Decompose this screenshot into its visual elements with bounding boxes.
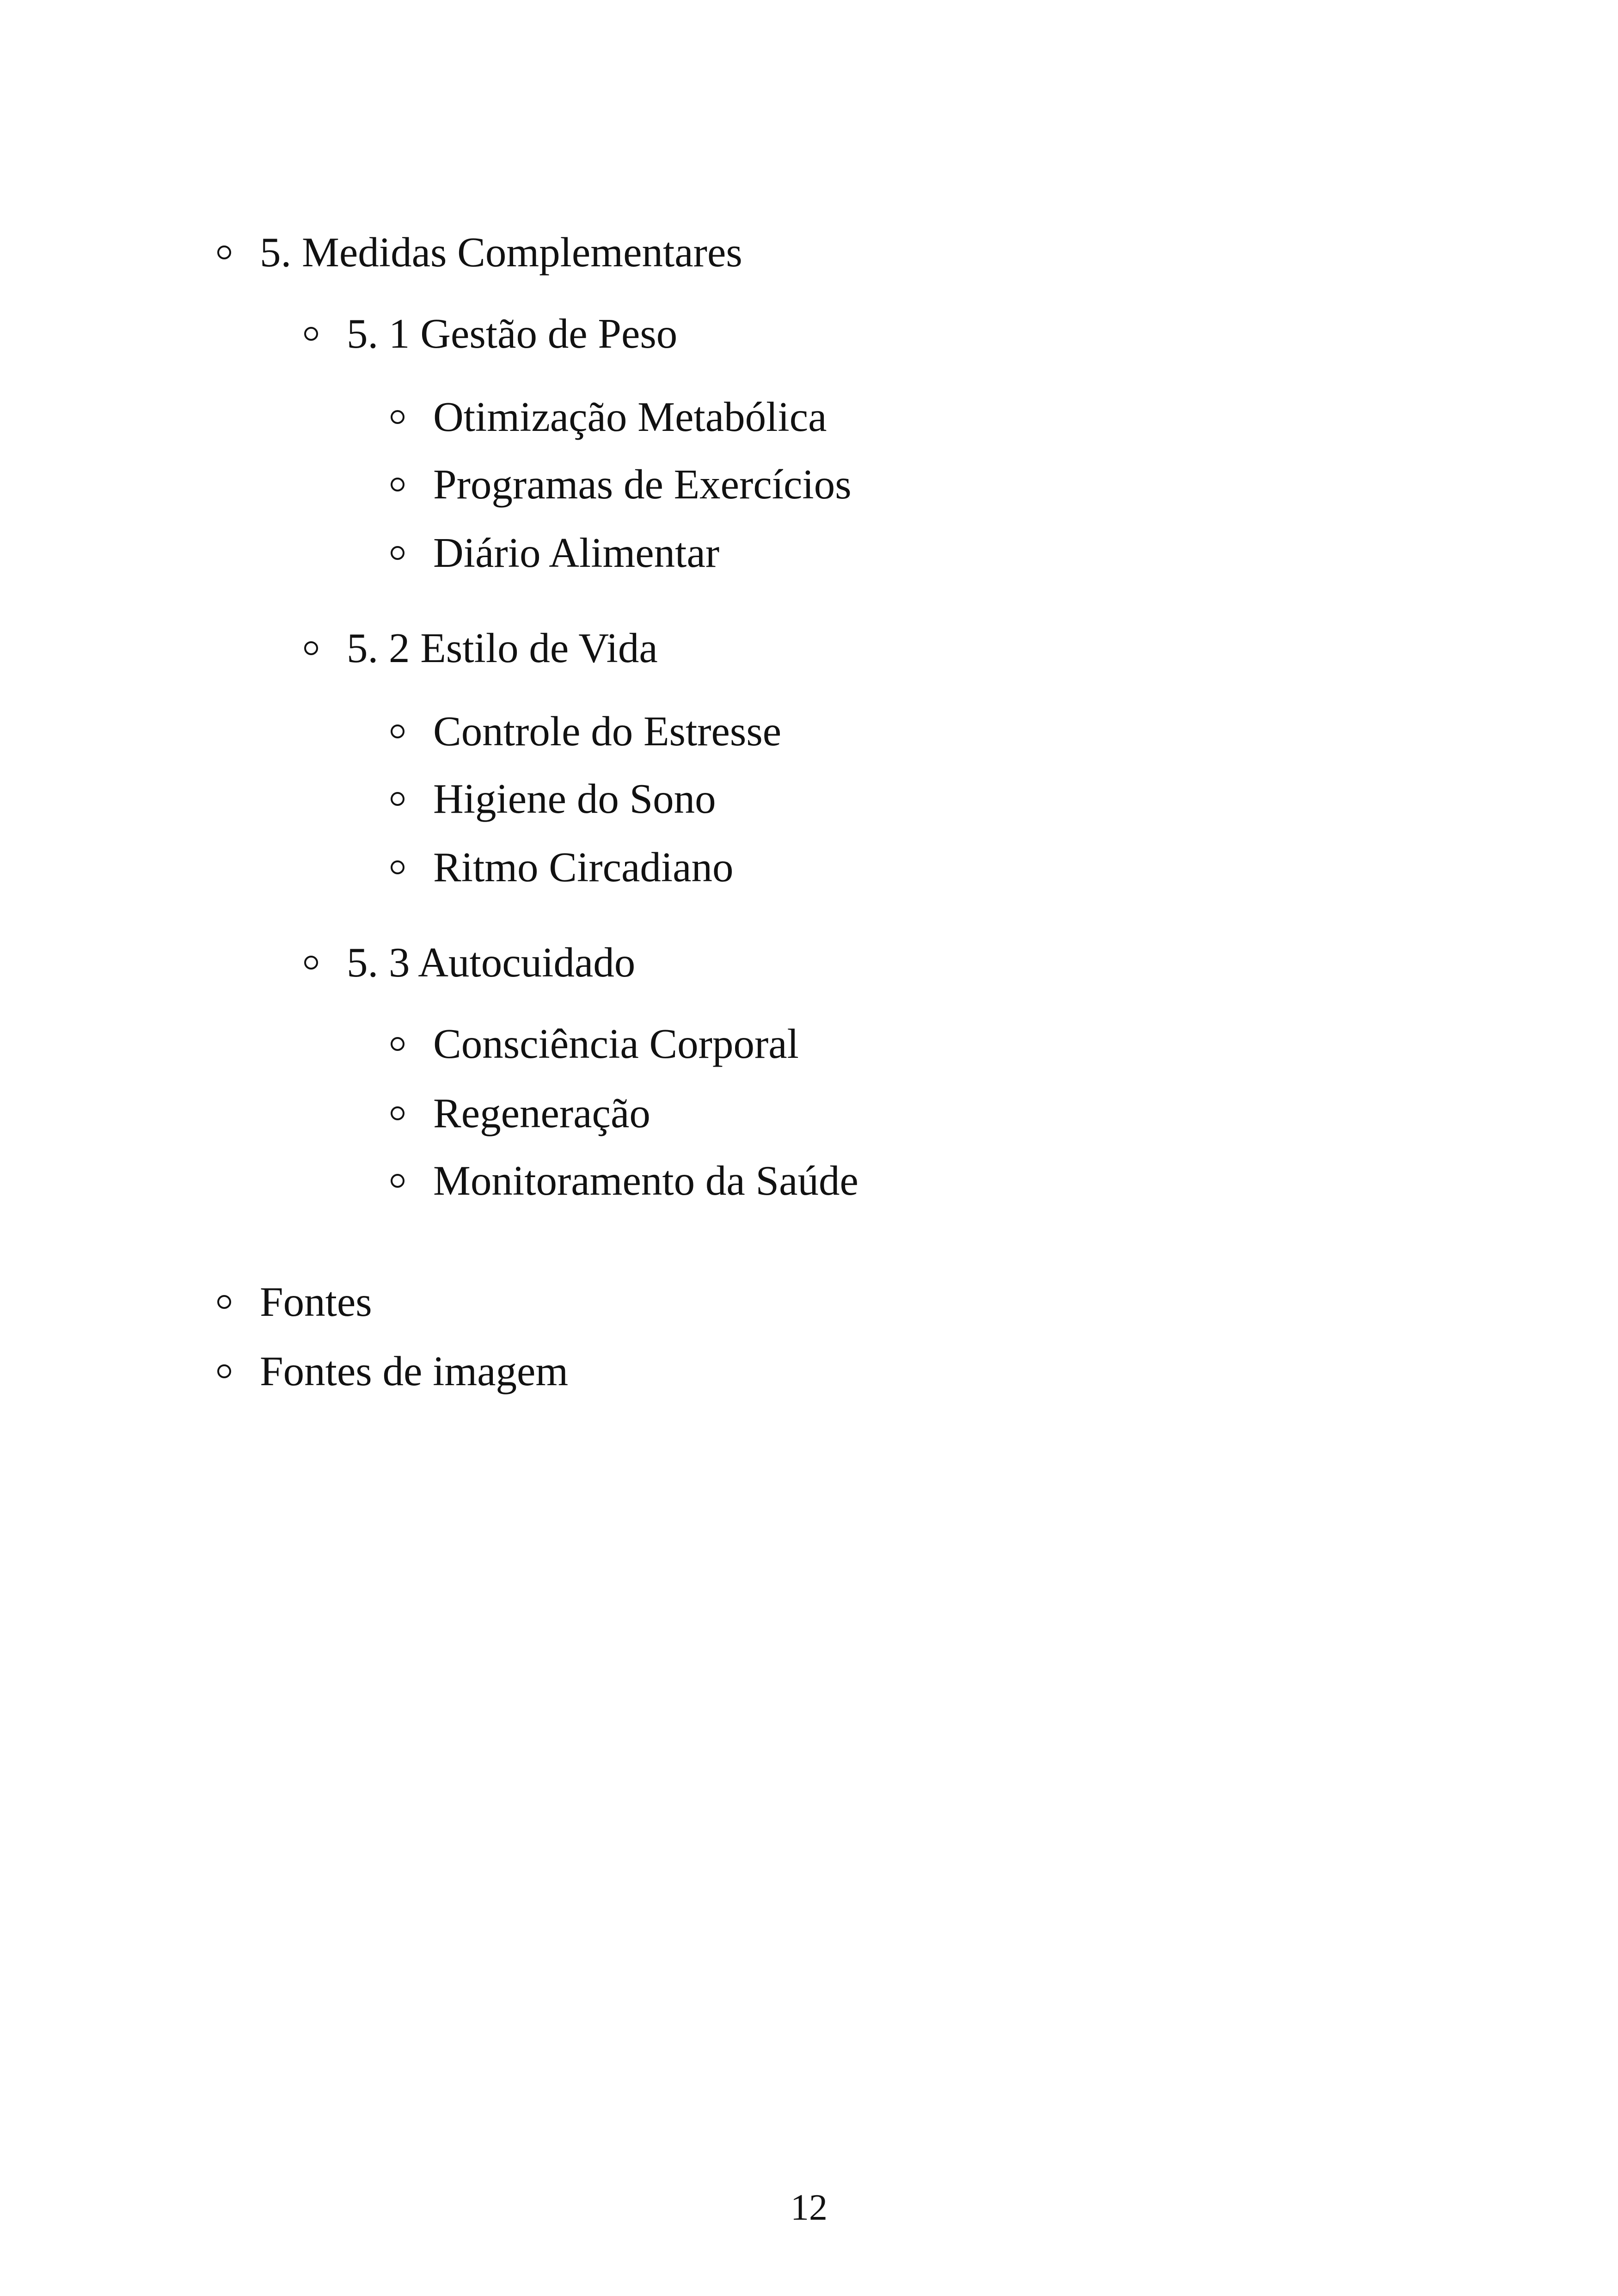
outline-item-label: Controle do Estresse xyxy=(433,708,782,755)
outline-item-programas-de-exercicios xyxy=(391,461,852,508)
outline-item-fontes-de-imagem xyxy=(217,1350,568,1392)
outline-item-fontes xyxy=(217,1278,372,1325)
outline-item-diario-alimentar xyxy=(391,529,720,576)
bullet-circle-icon xyxy=(391,410,404,424)
bullet-circle-icon xyxy=(391,478,404,491)
bullet-circle-icon xyxy=(391,1174,404,1188)
outline-item-gestao-de-peso xyxy=(304,310,678,357)
bullet-circle-icon xyxy=(391,792,404,806)
outline-item-label: 5. 1 Gestão de Peso xyxy=(347,310,678,357)
bullet-circle-icon xyxy=(304,327,318,341)
outline-item-label: 5. Medidas Complementares xyxy=(260,229,742,276)
bullet-circle-icon xyxy=(391,1106,404,1120)
outline-item-label: Fontes xyxy=(260,1278,372,1325)
outline-item-regeneracao xyxy=(391,1092,650,1134)
bullet-circle-icon xyxy=(391,860,404,874)
outline-item-controle-do-estresse xyxy=(391,708,782,755)
bullet-circle-icon xyxy=(391,724,404,738)
outline-item-ritmo-circadiano xyxy=(391,846,734,888)
outline-item-label: Consciência Corporal xyxy=(433,1020,799,1067)
outline-item-monitoramento-da-saude xyxy=(391,1157,858,1204)
outline-item-label: Fontes de imagem xyxy=(260,1348,569,1394)
outline-item-label: Regeneração xyxy=(433,1090,650,1136)
outline-item-label: Ritmo Circadiano xyxy=(433,844,734,890)
bullet-circle-icon xyxy=(391,1037,404,1051)
bullet-circle-icon xyxy=(304,956,318,970)
outline-item-consciencia-corporal xyxy=(391,1020,799,1067)
outline-item-label: Programas de Exercícios xyxy=(433,461,852,508)
outline-item-estilo-de-vida xyxy=(304,627,658,669)
bullet-circle-icon xyxy=(217,1364,231,1378)
outline-item-label: Higiene do Sono xyxy=(433,775,716,822)
page-number: 12 xyxy=(791,2187,827,2228)
outline-item-label: Diário Alimentar xyxy=(433,529,720,576)
bullet-circle-icon xyxy=(304,641,318,655)
bullet-circle-icon xyxy=(217,246,231,259)
bullet-circle-icon xyxy=(391,546,404,560)
bullet-circle-icon xyxy=(217,1295,231,1309)
outline-item-otimizacao-metabolica xyxy=(391,393,827,440)
outline-item-label: Monitoramento da Saúde xyxy=(433,1157,858,1204)
outline-item-label: Otimização Metabólica xyxy=(433,393,827,440)
outline-item-label: 5. 2 Estilo de Vida xyxy=(347,625,658,671)
outline-item-medidas-complementares xyxy=(217,229,742,276)
outline-item-autocuidado xyxy=(304,939,636,986)
outline-item-label: 5. 3 Autocuidado xyxy=(347,939,636,986)
outline-item-higiene-do-sono xyxy=(391,775,716,822)
